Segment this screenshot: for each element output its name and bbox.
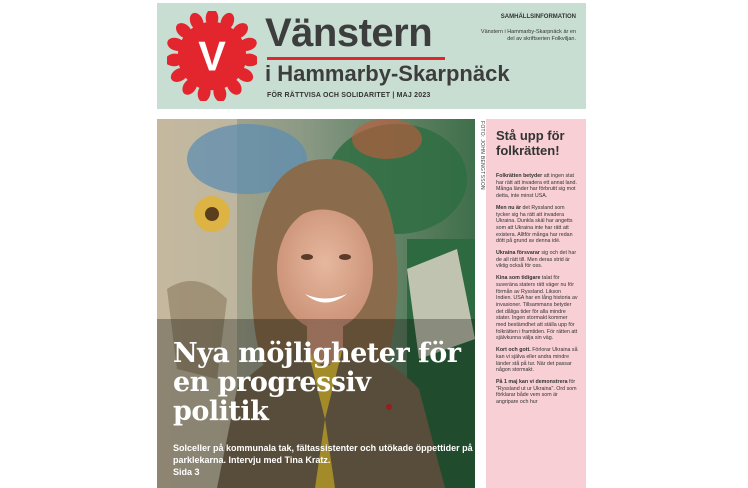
cover-lede: Solceller på kommunala tak, fältassistenter och utökade öppettider på parklekarna. Intervju med Tina Kratz.: [173, 443, 473, 465]
sidebar-paragraph: På 1 maj kan vi demonstrera för "Ryssland ut ur Ukraina". Ord som förklarar både vem som är angripare och hur: [496, 378, 577, 406]
sidebar-paragraph: Men nu är det Ryssland som tycker sig ha rätt att invadera Ukraina. Dunkla skäl har angetts som att Ukraina inte har rätt att existera. Alltför många har redan dött på grund av denna idé.: [496, 204, 573, 245]
masthead-title: Vänstern: [265, 11, 433, 55]
sidebar-paragraph: Kina som tidigare talat för suveräna staters rätt väger nu för förmån av Ryssland. Likson Indien. USA har en lång historia av invasioner. Tillsammans betyder det dåliga tider för alla mindre stater. Ingen stormakt kommer med bestämdhet att ställa upp för folkrätten i framtiden. För rätten att självkunna välja sin väg.: [496, 275, 578, 342]
newspaper-front-page: [157, 3, 586, 488]
party-logo: [167, 11, 257, 101]
cover-photo-illustration: [157, 119, 475, 488]
title-underline: [267, 57, 445, 60]
masthead-tagline: FÖR RÄTTVISA OCH SOLIDARITET | MAJ 2023: [267, 92, 431, 99]
logo-letter: V: [198, 33, 226, 80]
sidebar-body: [496, 173, 578, 411]
cover-headline: Nya möjligheter för en progressiv politik: [173, 338, 461, 427]
publication-note: Vänstern i Hammarby-Skarpnäck är en del av skriftserien Folkviljan.: [480, 29, 576, 42]
masthead-subtitle: i Hammarby-Skarpnäck: [265, 61, 510, 86]
cover-photo: [157, 119, 475, 488]
sidebar-paragraph: Ukraina försvarar sig och det har de all rätt till. Men deras strid är viktig också för oss.: [496, 250, 577, 270]
sidebar-paragraph: Kort och gott. Förlorar Ukraina så kan vi själva eller andra mindre länder stå på tur. När det passar någon stormakt.: [496, 347, 578, 374]
publication-kind: SAMHÄLLSINFORMATION: [500, 14, 576, 20]
photo-credit: FOTO: JOHN BENGTSSON: [479, 121, 485, 190]
sidebar-title: Stå upp för folkrätten!: [496, 128, 565, 158]
sidebar-paragraph: Folkrätten betyder att ingen stat har rätt att invadera ett annat land. Många länder har förbrutit sig mot detta, inte minst USA.: [496, 173, 577, 200]
masthead: [157, 3, 586, 109]
sidebar-box: [486, 119, 586, 488]
page-reference: Sida 3: [173, 467, 200, 477]
